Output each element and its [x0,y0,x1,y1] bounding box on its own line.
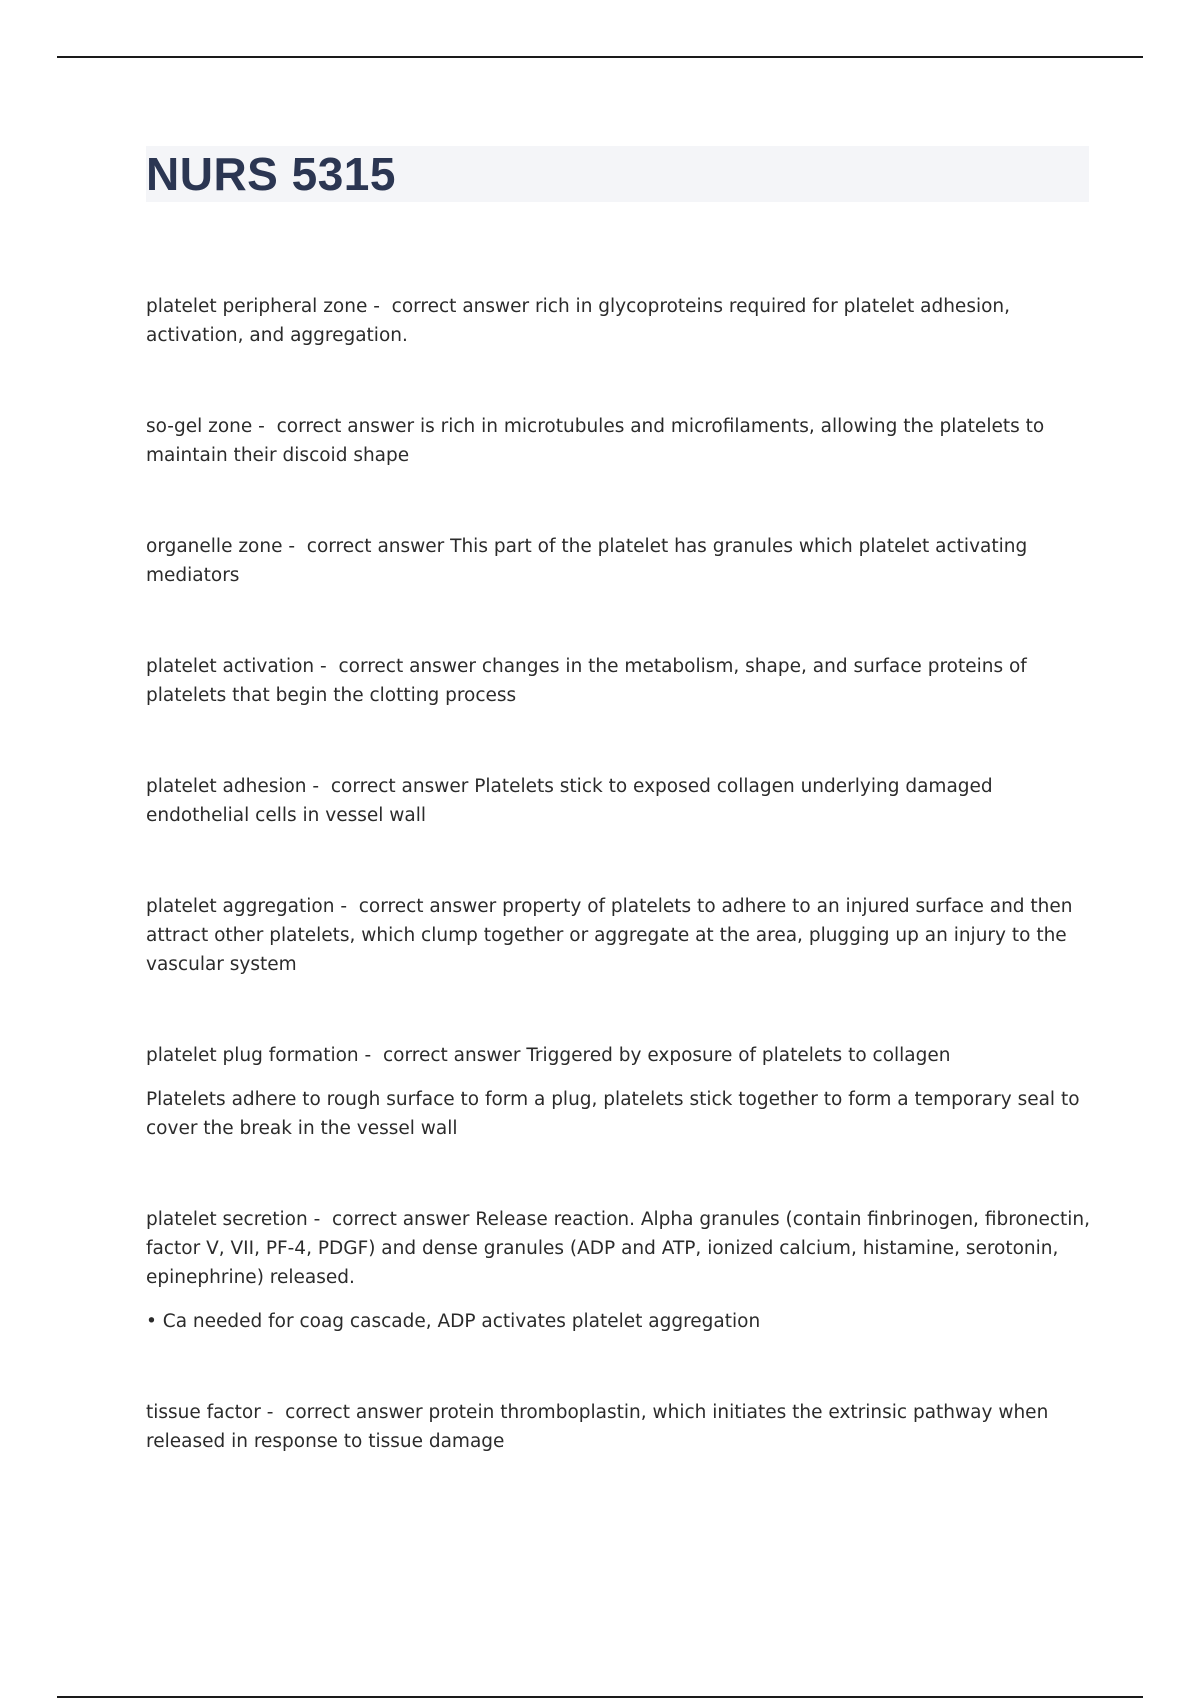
entry-answer: Platelets stick to exposed collagen underlying damaged endothelial cells in vessel wall [146,776,993,826]
entry-answer: is rich in microtubules and microfilaments, allowing the platelets to maintain their discoid shape [146,416,1045,466]
page-title: NURS 5315 [146,148,396,200]
answer-separator: - correct answer [367,296,536,317]
entry-answer: Triggered by exposure of platelets to collagen [526,1045,951,1066]
answer-separator: - correct answer [282,536,451,557]
entry-text [146,1398,1096,1456]
flashcard-entry [146,892,1096,979]
entry-answer: protein thromboplastin, which initiates the extrinsic pathway when released in response to tissue damage [146,1402,1049,1452]
entry-term: platelet plug formation [146,1045,359,1066]
entry-term: tissue factor [146,1402,261,1423]
entry-answer: Release reaction. Alpha granules (contain finbrinogen, fibronectin, factor V, VII, PF-4, PDGF) and dense granules (ADP and ATP, ionized calcium, histamine, serotonin, epinephrine) released. [146,1209,1091,1288]
entry-term: platelet adhesion [146,776,307,797]
entry-text [146,892,1096,979]
answer-separator: - correct answer [314,656,482,677]
header-rule [57,56,1143,58]
flashcard-entry [146,652,1096,710]
flashcard-entry [146,532,1096,590]
entry-text [146,292,1096,350]
flashcard-entry [146,1205,1096,1336]
entry-text [146,1205,1096,1292]
entry-term: platelet aggregation [146,896,335,917]
entry-term: organelle zone [146,536,283,557]
entry-text [146,772,1096,830]
entry-answer: rich in glycoproteins required for platelet adhesion, activation, and aggregation. [146,296,1011,346]
entry-text [146,532,1096,590]
flashcard-entry [146,1398,1096,1456]
entry-extra: Platelets adhere to rough surface to form a plug, platelets stick together to form a temporary seal to cover the break in the vessel wall [146,1089,1080,1139]
entry-term: platelet activation [146,656,315,677]
entry-term: platelet peripheral zone [146,296,368,317]
entry-term: platelet secretion [146,1209,308,1230]
entry-answer: This part of the platelet has granules which platelet activating mediators [146,536,1028,586]
answer-separator: - correct answer [306,776,475,797]
flashcard-entry [146,292,1096,350]
entry-text [146,1041,1096,1070]
flashcard-entry [146,772,1096,830]
answer-separator: - correct answer [334,896,503,917]
entry-answer: property of platelets to adhere to an injured surface and then attract other platelets, which clump together or aggregate at the area, plugging up an injury to the vascular system [146,896,1073,975]
entry-text [146,652,1096,710]
entry-extra: • Ca needed for coag cascade, ADP activates platelet aggregation [146,1311,761,1332]
answer-separator: - correct answer [252,416,420,437]
footer-rule [57,1696,1143,1698]
answer-separator: - correct answer [260,1402,429,1423]
flashcard-entry [146,1041,1096,1143]
answer-separator: - correct answer [307,1209,476,1230]
answer-separator: - correct answer [358,1045,527,1066]
entry-text [146,412,1096,470]
entry-answer: changes in the metabolism, shape, and surface proteins of platelets that begin the clotting process [146,656,1027,706]
entry-term: so-gel zone [146,416,253,437]
flashcard-list [146,292,1096,1518]
flashcard-entry [146,412,1096,470]
